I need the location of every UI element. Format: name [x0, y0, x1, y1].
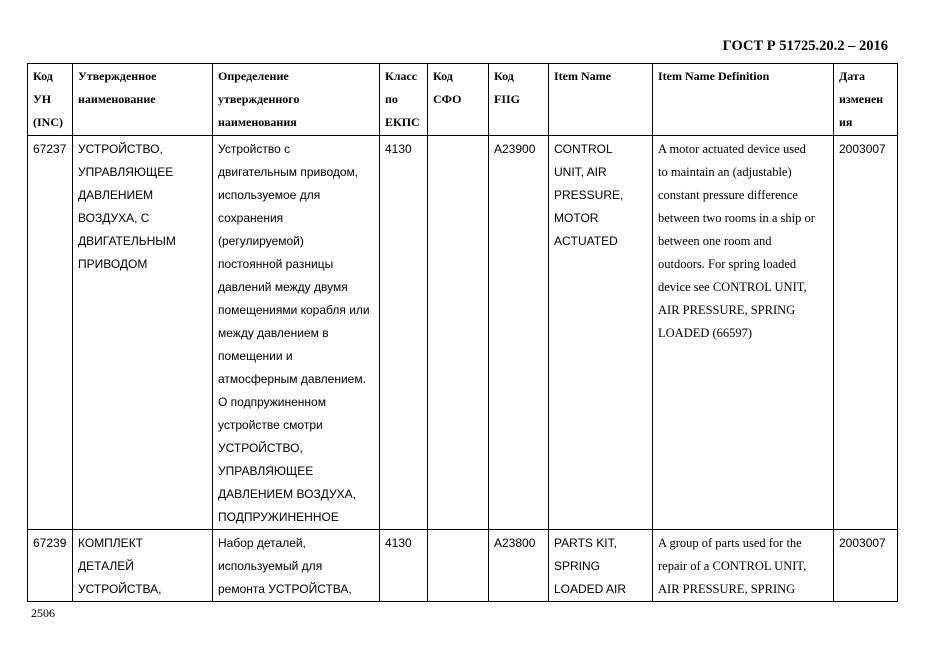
cell-definition: Устройство с двигательным приводом, используемое для сохранения (регулируемой) постоянной разницы давлений между двумя помещениями корабля или между давлением в помещении и атмосферным давлением. О подпружиненном устройстве смотри УСТРОЙСТВО, УПРАВЛЯЮЩЕЕ ДАВЛЕНИЕМ ВОЗДУХА, ПОДПРУЖИНЕННОЕ: [213, 136, 380, 530]
header-item-name: Item Name: [549, 64, 653, 136]
header-fiig-code: Код FIIG: [489, 64, 549, 136]
cell-approved-name: КОМПЛЕКТ ДЕТАЛЕЙ УСТРОЙСТВА,: [73, 530, 213, 602]
cell-item-name: PARTS KIT, SPRING LOADED AIR: [549, 530, 653, 602]
table-header-row: [28, 64, 898, 136]
cell-ekps-class: 4130: [380, 136, 428, 530]
header-approved-name-definition: Определение утвержденного наименования: [213, 64, 380, 136]
page-number: 2506: [31, 606, 55, 620]
cell-item-name-definition: A motor actuated device used to maintain an (adjustable) constant pressure difference between two rooms in a ship or between one room and outdoors. For spring loaded device see CONTROL UNIT, AIR PRESSURE, SPRING LOADED (66597): [653, 136, 834, 530]
cell-inc: 67237: [28, 136, 73, 530]
cell-fiig-code: A23800: [489, 530, 549, 602]
header-sfo-code: Код СФО: [428, 64, 489, 136]
table-row: [28, 530, 898, 602]
cell-fiig-code: A23900: [489, 136, 549, 530]
header-change-date: Дата изменен ия: [834, 64, 898, 136]
header-ekps-class: Класс по ЕКПС: [380, 64, 428, 136]
header-approved-name: Утвержденное наименование: [73, 64, 213, 136]
cell-item-name: CONTROL UNIT, AIR PRESSURE, MOTOR ACTUATED: [549, 136, 653, 530]
cell-sfo-code: [428, 136, 489, 530]
cell-sfo-code: [428, 530, 489, 602]
cell-change-date: 2003007: [834, 136, 898, 530]
table-row: [28, 136, 898, 530]
header-inc-code: Код УН (INC): [28, 64, 73, 136]
cell-approved-name: УСТРОЙСТВО, УПРАВЛЯЮЩЕЕ ДАВЛЕНИЕМ ВОЗДУХА, С ДВИГАТЕЛЬНЫМ ПРИВОДОМ: [73, 136, 213, 530]
cell-ekps-class: 4130: [380, 530, 428, 602]
cell-inc: 67239: [28, 530, 73, 602]
document-standard-number: ГОСТ Р 51725.20.2 – 2016: [722, 38, 888, 54]
header-item-name-definition: Item Name Definition: [653, 64, 834, 136]
cell-item-name-definition: A group of parts used for the repair of a CONTROL UNIT, AIR PRESSURE, SPRING: [653, 530, 834, 602]
cell-change-date: 2003007: [834, 530, 898, 602]
specification-table: [27, 63, 898, 602]
cell-definition: Набор деталей, используемый для ремонта УСТРОЙСТВА,: [213, 530, 380, 602]
